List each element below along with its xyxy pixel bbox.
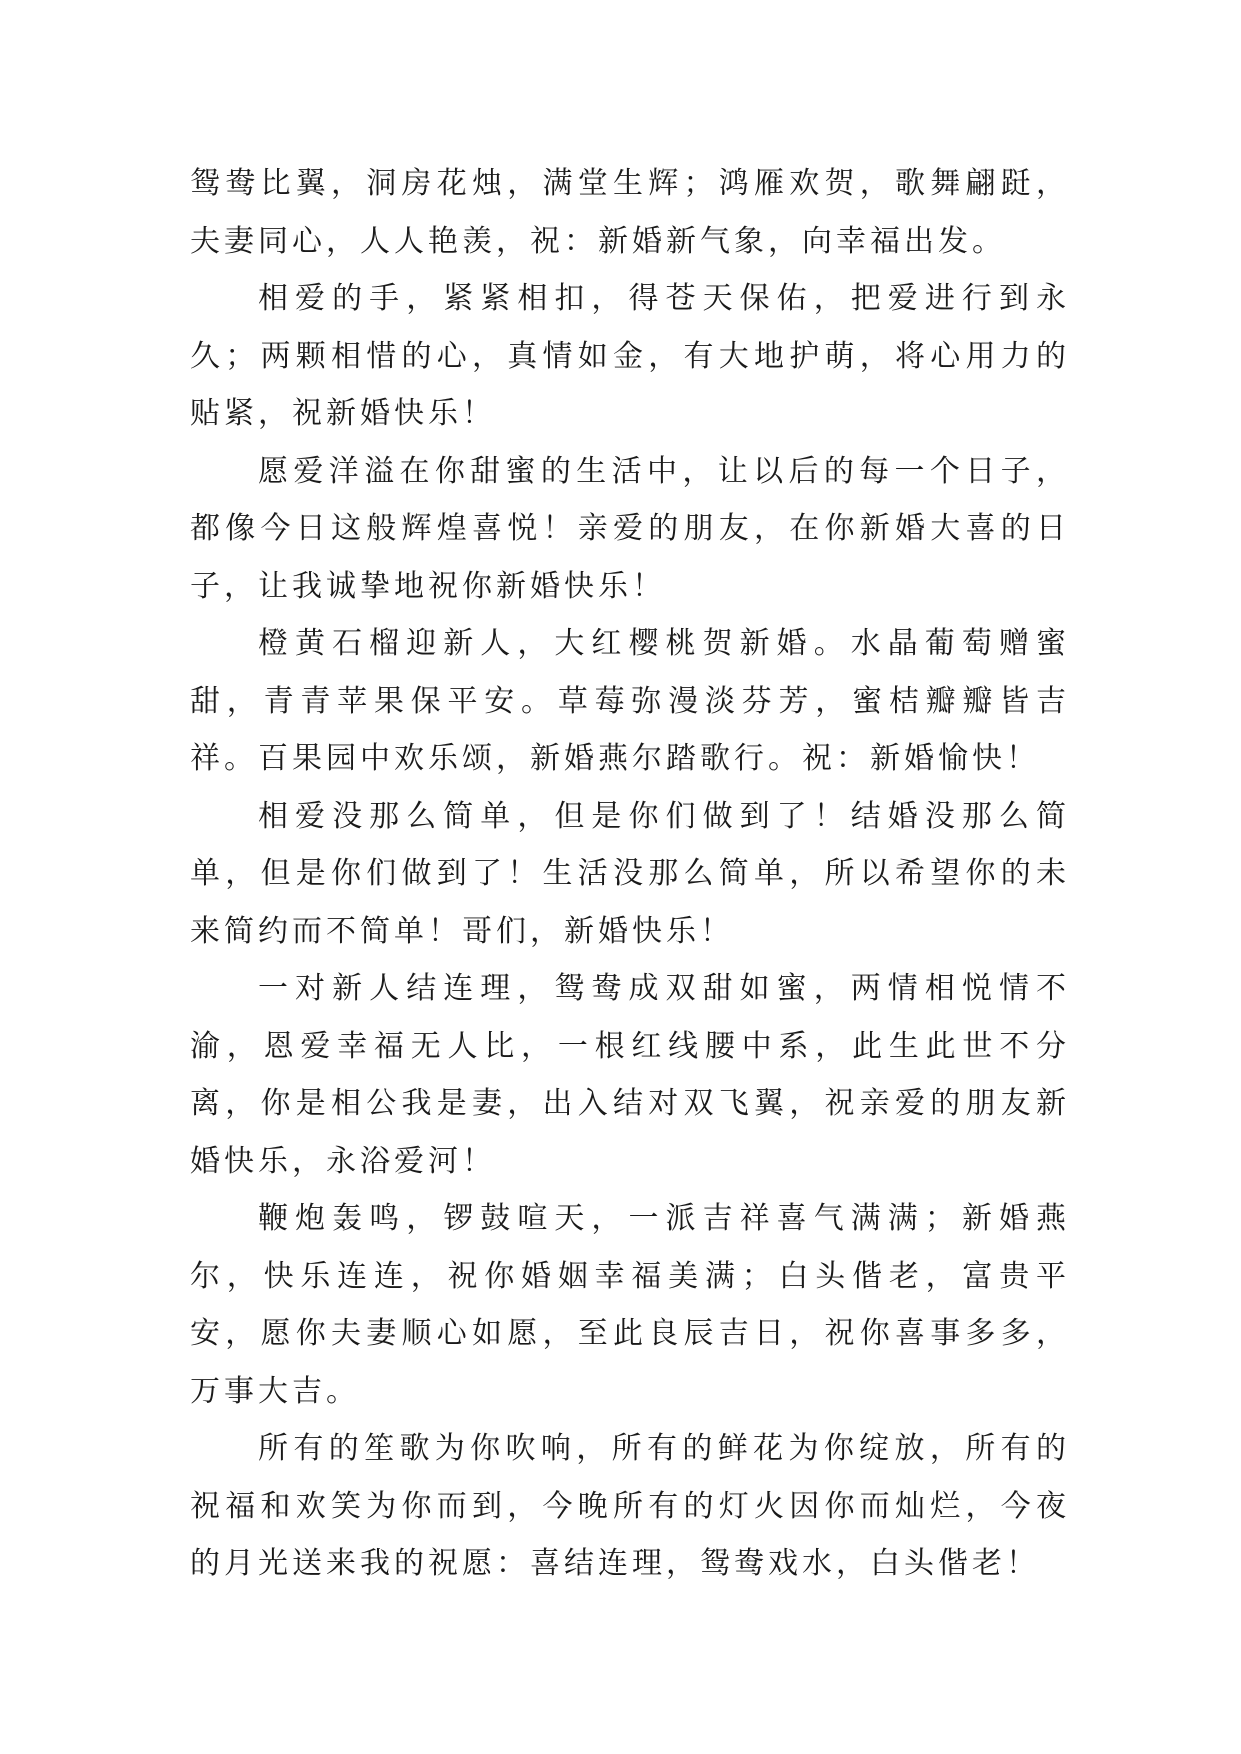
- paragraph-5: 相爱没那么简单，但是你们做到了！结婚没那么简单，但是你们做到了！生活没那么简单，所以希望你的未来简约而不简单！哥们，新婚快乐！: [190, 798, 1070, 949]
- paragraph-4: 橙黄石榴迎新人，大红樱桃贺新婚。水晶葡萄赠蜜甜，青青苹果保平安。草莓弥漫淡芬芳，蜜桔瓣瓣皆吉祥。百果园中欢乐颂，新婚燕尔踏歌行。祝：新婚愉快！: [190, 626, 1070, 776]
- paragraph-3: 愿爱洋溢在你甜蜜的生活中，让以后的每一个日子，都像今日这般辉煌喜悦！亲爱的朋友，在你新婚大喜的日子，让我诚挚地祝你新婚快乐！: [190, 453, 1070, 604]
- paragraph-7: 鞭炮轰鸣，锣鼓喧天，一派吉祥喜气满满；新婚燕尔，快乐连连，祝你婚姻幸福美满；白头偕老，富贵平安，愿你夫妻顺心如愿，至此良辰吉日，祝你喜事多多，万事大吉。: [190, 1201, 1070, 1409]
- paragraph-1: 鸳鸯比翼，洞房花烛，满堂生辉；鸿雁欢贺，歌舞翩跹，夫妻同心，人人艳羡，祝：新婚新气象，向幸福出发。: [190, 166, 1070, 259]
- paragraph-8: 所有的笙歌为你吹响，所有的鲜花为你绽放，所有的祝福和欢笑为你而到，今晚所有的灯火因你而灿烂，今夜的月光送来我的祝愿：喜结连理，鸳鸯戏水，白头偕老！: [190, 1431, 1070, 1581]
- paragraph-6: 一对新人结连理，鸳鸯成双甜如蜜，两情相悦情不渝，恩爱幸福无人比，一根红线腰中系，此生此世不分离，你是相公我是妻，出入结对双飞翼，祝亲爱的朋友新婚快乐，永浴爱河！: [190, 971, 1070, 1179]
- paragraph-2: 相爱的手，紧紧相扣，得苍天保佑，把爱进行到永久；两颗相惜的心，真情如金，有大地护萌，将心用力的贴紧，祝新婚快乐！: [190, 281, 1070, 431]
- document-body: [190, 155, 1070, 1593]
